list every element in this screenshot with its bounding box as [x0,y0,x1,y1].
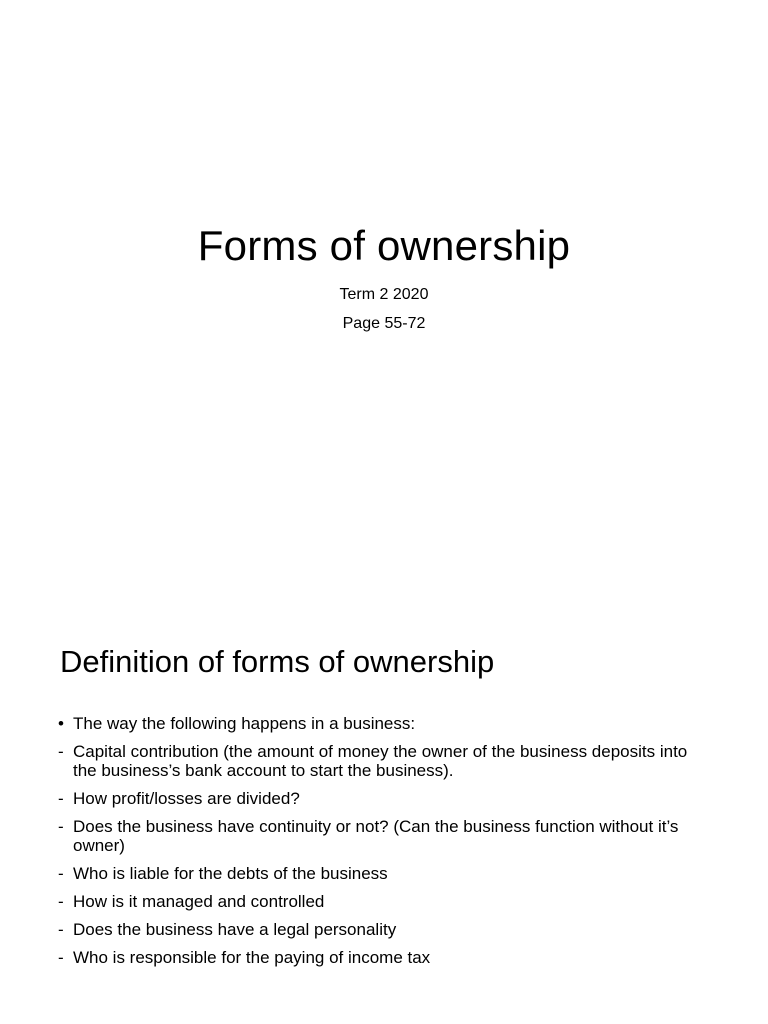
list-item-text: Who is liable for the debts of the business [73,864,388,883]
list-item [58,742,698,780]
dash-marker: - [58,920,64,939]
dash-marker: - [58,742,64,761]
definition-list [58,714,698,976]
list-item [58,920,698,939]
list-item-text: The way the following happens in a business: [73,714,416,733]
list-item [58,789,698,808]
list-item-text: How is it managed and controlled [73,892,325,911]
dash-marker: - [58,864,64,883]
bullet-marker: • [58,714,64,733]
dash-marker: - [58,817,64,836]
dash-marker: - [58,892,64,911]
definition-slide [0,576,768,1024]
dash-marker: - [58,948,64,967]
list-item [58,892,698,911]
list-item-text: Who is responsible for the paying of income tax [73,948,431,967]
slide-title: Forms of ownership [197,222,571,269]
list-item-text: Does the business have continuity or not? (Can the business function without it’s owner) [73,817,679,855]
list-item [58,948,698,967]
list-item-text: Capital contribution (the amount of money the owner of the business deposits into the business’s bank account to start the business). [73,742,688,780]
subtitle-pages: Page 55-72 [342,315,426,332]
list-item [58,714,698,733]
dash-marker: - [58,789,64,808]
definition-heading: Definition of forms of ownership [60,644,495,679]
list-item-text: How profit/losses are divided? [73,789,300,808]
list-item-text: Does the business have a legal personality [73,920,397,939]
subtitle-term: Term 2 2020 [339,286,429,303]
list-item [58,864,698,883]
list-item [58,817,698,855]
